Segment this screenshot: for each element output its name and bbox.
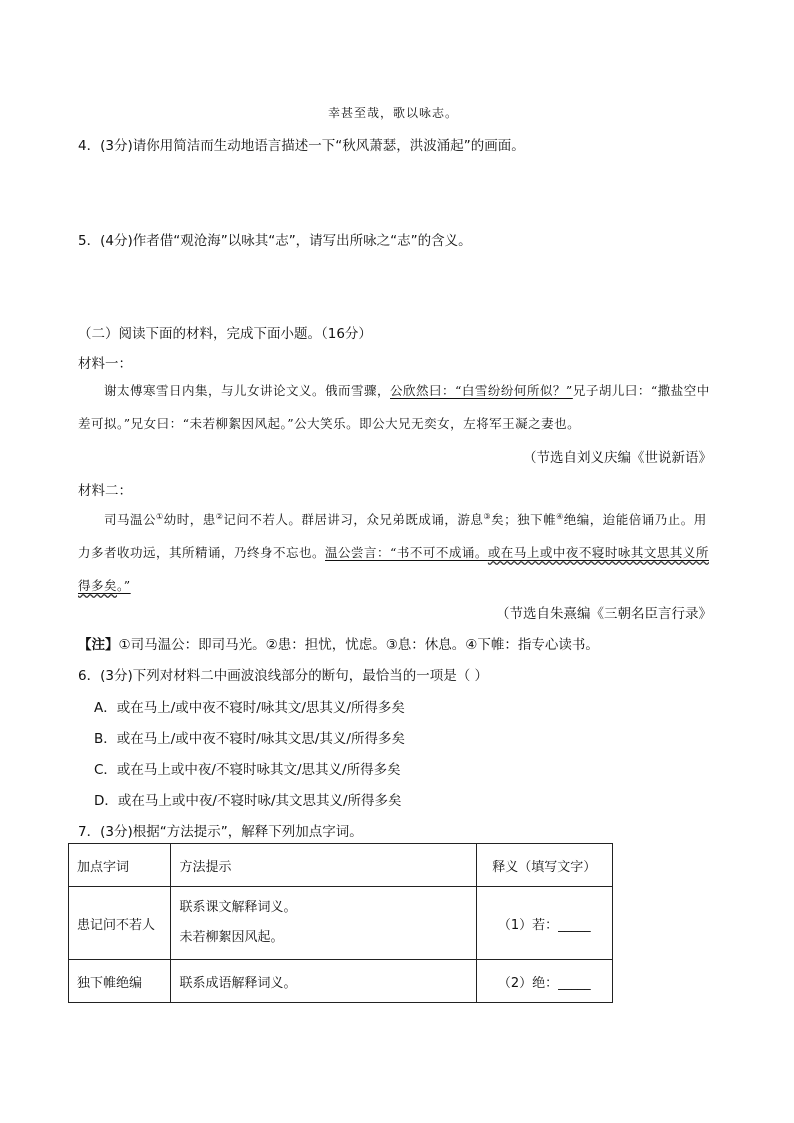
material-1-text <box>78 374 718 440</box>
material-1-text-b: 兄子胡儿曰：“撒盐空中差可拟。”兄女曰：“未若柳絮因风起。”公大笑乐。即公大兄无奕女，左将军王凝之妻也。 <box>78 383 710 431</box>
footnote-mark: ① <box>156 512 164 521</box>
answer-blank-1[interactable]: （1）若：_____ <box>476 887 612 960</box>
material-1-text-a: 谢太傅寒雪日内集，与儿女讲论文义。俄而雪骤， <box>104 383 391 398</box>
footnote-mark: ③ <box>483 512 492 521</box>
question-5: 5．(4分)作者借“观沧海”以咏其“志”，请写出所咏之“志”的含义。 <box>78 233 472 249</box>
q6-option-c[interactable]: C．或在马上或中夜/不寝时咏其文/思其义/所得多矣 <box>94 762 401 778</box>
question-7-stem: 7．(3分)根据“方法提示”，解释下列加点字词。 <box>78 824 363 840</box>
question-4: 4．(3分)请你用简洁而生动地语言描述一下“秋风萧瑟，洪波涌起”的画面。 <box>78 138 525 154</box>
q6-option-d[interactable]: D．或在马上或中夜/不寝时咏/其文思其义/所得多矣 <box>94 793 402 809</box>
answer-blank-2[interactable]: （2）绝：_____ <box>476 960 612 1003</box>
row-word: 独下帷绝编 <box>69 960 171 1003</box>
material-1-source: （节选自刘义庆编《世说新语》 <box>523 450 712 466</box>
table-header-row <box>69 844 613 887</box>
material-2-text <box>78 500 718 602</box>
note <box>78 633 599 653</box>
footnote-mark: ② <box>215 512 224 521</box>
footnote-mark: ④ <box>556 512 564 521</box>
material-2-seg: 绝编，迨能倍诵乃止。用力多者收功远，其所精诵，乃终身不忘也。 <box>78 512 707 561</box>
section-2-heading: （二）阅读下面的材料，完成下面小题。（16分） <box>78 326 372 342</box>
header-hint: 方法提示 <box>171 844 476 887</box>
material-2-seg: 司马温公 <box>104 512 157 528</box>
row-hint-line-1: 联系课文解释词义。 <box>179 900 297 915</box>
material-2-underlined: 温公尝言：“书不可不成诵。或在马上或中夜不寝时咏其文思其义所得多矣。” <box>78 545 709 594</box>
note-tag: 【注】 <box>78 637 119 653</box>
material-1-label: 材料一： <box>78 356 132 372</box>
material-1-underlined: 公欣然曰：“白雪纷纷何所似？” <box>390 383 573 398</box>
header-meaning: 释义（填写文字） <box>476 844 612 887</box>
method-table <box>68 843 613 1003</box>
row-hint-line-2: 未若柳絮因风起。 <box>179 930 284 945</box>
material-2-seg: 记问不若人。群居讲习，众兄弟既成诵，游息 <box>223 512 484 528</box>
note-text: ①司马温公：即司马光。②患：担忧，忧虑。③息：休息。④下帷：指专心读书。 <box>118 637 599 653</box>
poem-line: 幸甚至哉，歌以咏志。 <box>328 106 459 120</box>
table-row <box>69 887 613 960</box>
material-2-seg: 幼时，患 <box>163 512 216 528</box>
q6-option-a[interactable]: A．或在马上/或中夜不寝时/咏其文/思其义/所得多矣 <box>94 700 405 716</box>
wavy-underlined-segment: 或在马上或中夜不寝时咏其文思其义所得多矣 <box>78 545 709 594</box>
row-word: 患记问不若人 <box>69 887 171 960</box>
material-2-label: 材料二： <box>78 483 132 499</box>
row-hint: 联系成语解释词义。 <box>171 960 476 1003</box>
row-hint <box>171 887 476 960</box>
table-row <box>69 960 613 1003</box>
material-2-seg: 矣；独下帷 <box>491 512 557 528</box>
header-word: 加点字词 <box>69 844 171 887</box>
q6-option-b[interactable]: B．或在马上/或中夜不寝时/咏其文思/其义/所得多矣 <box>94 731 405 747</box>
material-2-source: （节选自朱熹编《三朝名臣言行录》 <box>496 606 712 622</box>
question-6-stem: 6．(3分)下列对材料二中画波浪线部分的断句，最恰当的一项是（ ） <box>78 668 489 684</box>
